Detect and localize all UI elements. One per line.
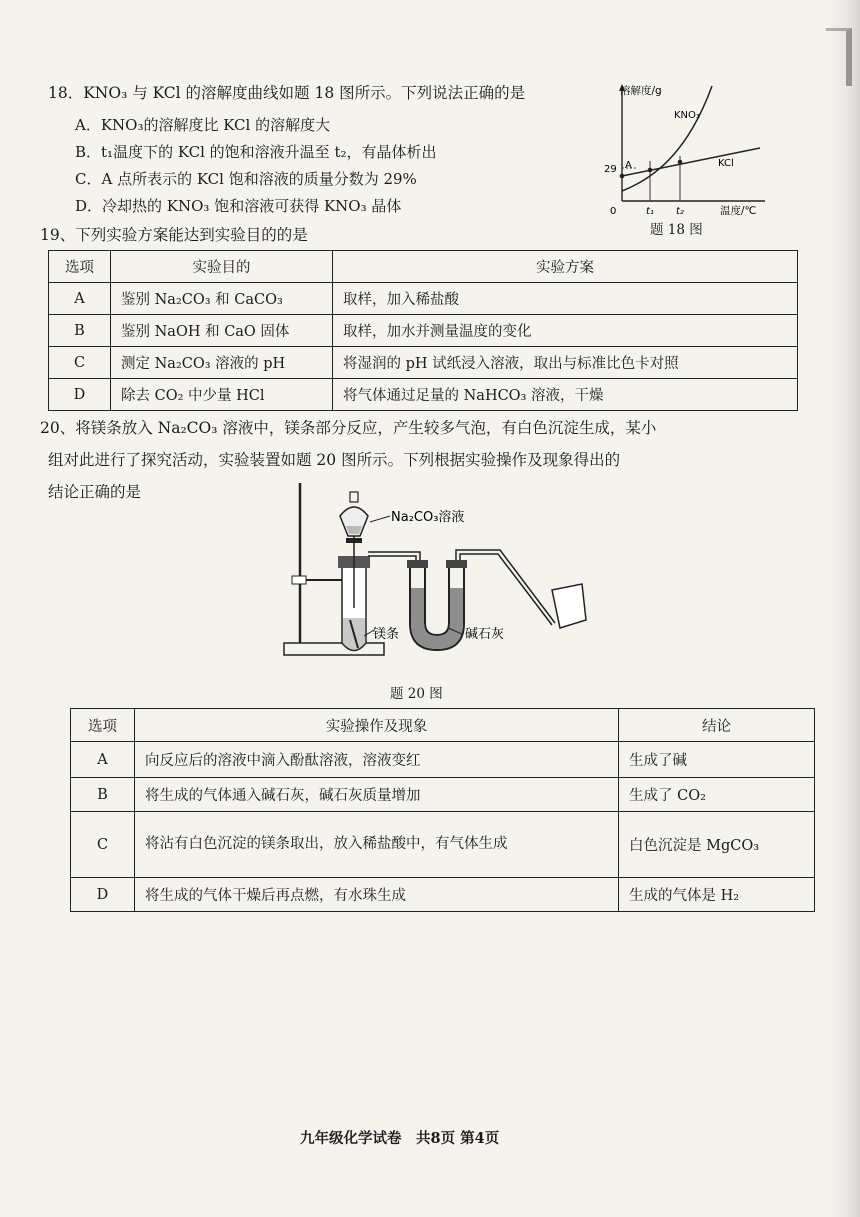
q20-stem-line3: 结论正确的是 [48, 483, 142, 501]
scan-corner-mark [826, 28, 852, 86]
label-line-solution [370, 516, 390, 522]
q19-cell-plan: 取样，加水并测量温度的变化 [333, 315, 798, 347]
q19-cell-purpose: 鉴别 NaOH 和 CaO 固体 [111, 315, 333, 347]
table-row [49, 347, 798, 379]
q19-cell-option: D [49, 379, 111, 411]
chart-ylabel: 溶解度/g [620, 85, 662, 97]
q19-table [48, 250, 798, 411]
q20-caption: 题 20 图 [390, 686, 443, 702]
q19-cell-plan: 将湿润的 pH 试纸浸入溶液，取出与标准比色卡对照 [333, 347, 798, 379]
chart-ytick-29: 29 [604, 164, 617, 175]
delivery-tube-1-inner [368, 556, 416, 560]
outlet-tube-inner [460, 554, 552, 625]
u-tube-inner [425, 566, 449, 635]
figure-label-solution: Na₂CO₃溶液 [391, 510, 465, 525]
q19-stem: 19、下列实验方案能达到实验目的的是 [40, 226, 308, 244]
q19-cell-option: A [49, 283, 111, 315]
chart-point-a [620, 174, 625, 179]
q18-solubility-chart [600, 76, 770, 236]
page-footer: 九年级化学试卷 共8页 第4页 [300, 1130, 500, 1147]
chart-series-kcl [622, 148, 760, 176]
chart-label-kno3: KNO₃ [674, 110, 700, 121]
q19-cell-option: C [49, 347, 111, 379]
q18-option-c: C．A 点所表示的 KCl 饱和溶液的质量分数为 29% [75, 170, 417, 188]
chart-intersection [648, 168, 653, 173]
chart-xlabel: 温度/℃ [720, 205, 757, 217]
q20-cell-operation: 向反应后的溶液中滴入酚酞溶液，溶液变红 [135, 742, 619, 778]
q19-header-plan: 实验方案 [333, 251, 798, 283]
q20-stem-line2: 组对此进行了探究活动，实验装置如题 20 图所示。下列根据实验操作及现象得出的 [48, 451, 621, 469]
scan-edge-shadow [828, 0, 860, 1217]
chart-label-kcl: KCl [718, 158, 734, 169]
soda-lime [411, 588, 463, 649]
table-row [71, 742, 815, 778]
q19-header-option: 选项 [49, 251, 111, 283]
q20-cell-option: D [71, 878, 135, 912]
figure-label-mg: 镁条 [373, 627, 400, 642]
q20-header-option: 选项 [71, 709, 135, 742]
q20-cell-conclusion: 生成了碱 [619, 742, 815, 778]
figure-label-lime: 碱石灰 [465, 627, 505, 642]
q20-header-operation: 实验操作及现象 [135, 709, 619, 742]
collection-vessel [552, 584, 586, 628]
u-tube-stopper-left [407, 560, 428, 568]
q19-cell-purpose: 测定 Na₂CO₃ 溶液的 pH [111, 347, 333, 379]
q19-header-row [49, 251, 798, 283]
chart-xtick-t1: t₁ [646, 206, 654, 217]
q18-caption: 题 18 图 [650, 222, 703, 238]
q18-option-b: B．t₁温度下的 KCl 的饱和溶液升温至 t₂，有晶体析出 [75, 143, 437, 161]
q19-cell-purpose: 除去 CO₂ 中少量 HCl [111, 379, 333, 411]
q20-cell-option: A [71, 742, 135, 778]
q20-cell-option: B [71, 778, 135, 812]
chart-point-kcl-t2 [678, 160, 683, 165]
q20-cell-operation: 将沾有白色沉淀的镁条取出，放入稀盐酸中，有气体生成 [135, 812, 619, 878]
q20-cell-operation: 将生成的气体干燥后再点燃，有水珠生成 [135, 878, 619, 912]
q19-cell-plan: 将气体通过足量的 NaHCO₃ 溶液，干燥 [333, 379, 798, 411]
q20-cell-operation: 将生成的气体通入碱石灰，碱石灰质量增加 [135, 778, 619, 812]
u-tube-stopper-right [446, 560, 467, 568]
q20-cell-conclusion: 生成了 CO₂ [619, 778, 815, 812]
q20-header-conclusion: 结论 [619, 709, 815, 742]
q20-stem-line1: 20、将镁条放入 Na₂CO₃ 溶液中，镁条部分反应，产生较多气泡，有白色沉淀生成，某小 [40, 419, 657, 437]
table-row [71, 878, 815, 912]
q20-table [70, 708, 815, 912]
table-row [71, 812, 815, 878]
q18-option-d: D．冷却热的 KNO₃ 饱和溶液可获得 KNO₃ 晶体 [75, 197, 402, 215]
table-row [49, 379, 798, 411]
q19-cell-option: B [49, 315, 111, 347]
chart-origin: 0 [610, 206, 617, 217]
q20-cell-conclusion: 白色沉淀是 MgCO₃ [619, 812, 815, 878]
q18-stem: 18．KNO₃ 与 KCl 的溶解度曲线如题 18 图所示。下列说法正确的是 [48, 84, 526, 102]
funnel-stopcock [346, 538, 362, 543]
outlet-tube [456, 550, 555, 623]
clamp-boss [292, 576, 306, 584]
q19-header-purpose: 实验目的 [111, 251, 333, 283]
funnel-stopper [350, 492, 358, 502]
table-row [49, 283, 798, 315]
q19-cell-purpose: 鉴别 Na₂CO₃ 和 CaCO₃ [111, 283, 333, 315]
q20-cell-conclusion: 生成的气体是 H₂ [619, 878, 815, 912]
stand-base [284, 643, 384, 655]
table-row [49, 315, 798, 347]
q20-apparatus-figure [270, 478, 600, 663]
q20-cell-option: C [71, 812, 135, 878]
chart-point-label-a: A [625, 160, 632, 171]
q18-option-a: A．KNO₃的溶解度比 KCl 的溶解度大 [75, 116, 331, 134]
chart-series-kno3 [622, 86, 712, 191]
chart-xtick-t2: t₂ [676, 206, 684, 217]
table-row [71, 778, 815, 812]
q20-header-row [71, 709, 815, 742]
q19-cell-plan: 取样，加入稀盐酸 [333, 283, 798, 315]
